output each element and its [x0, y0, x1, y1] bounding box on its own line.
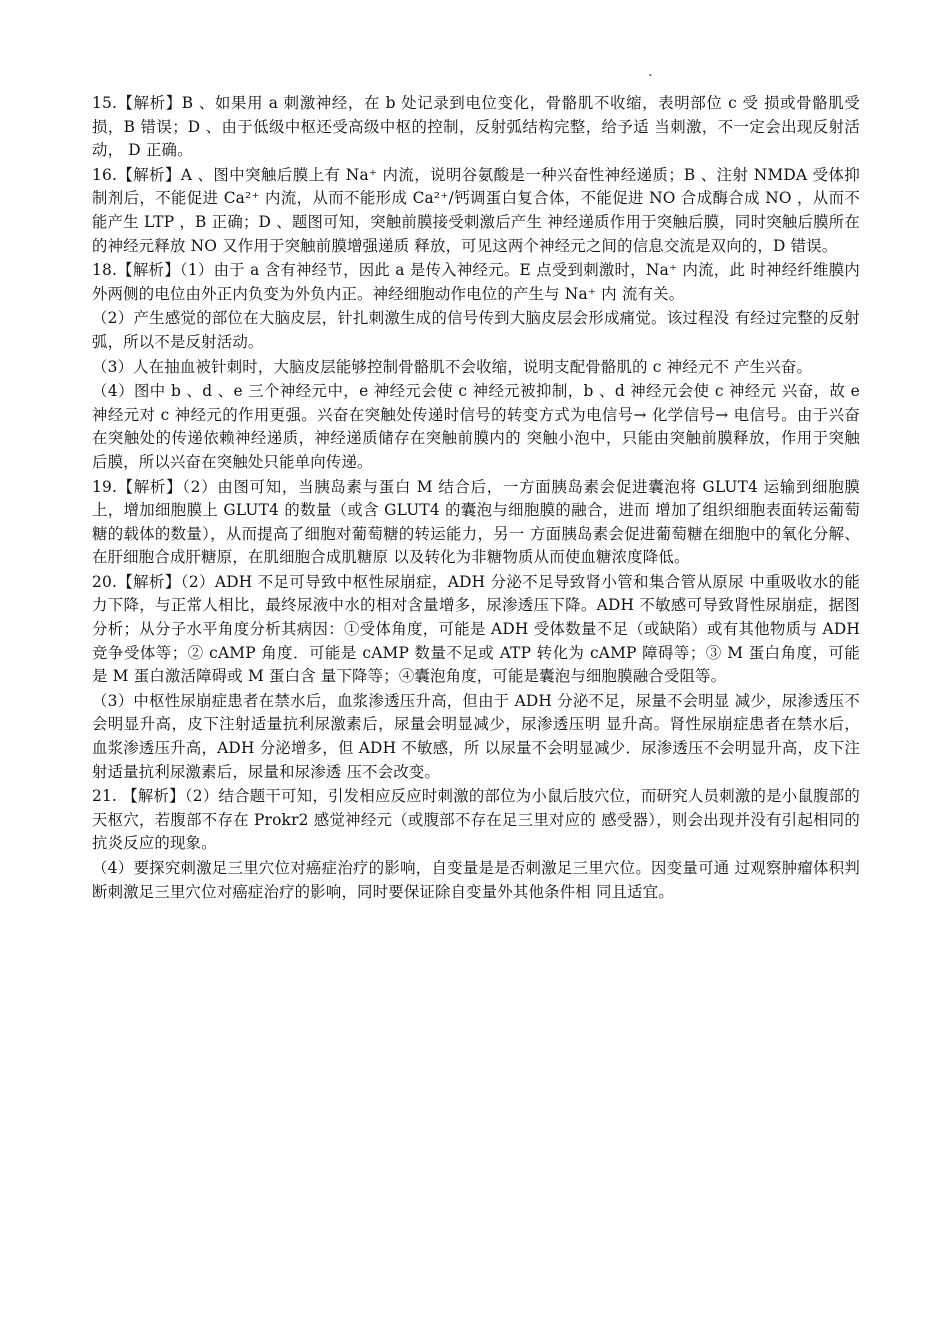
answer-18-part2: （2）产生感觉的部位在大脑皮层，针扎刺激生成的信号传到大脑皮层会形成痛觉。该过程没 有经过完整的反射弧，所以不是反射活动。 [92, 309, 860, 351]
answer-18-part3: （3）人在抽血被针刺时，大脑皮层能够控制骨骼肌不会收缩，说明支配骨骼肌的 c 神经元不 产生兴奋。 [92, 357, 813, 376]
answer-21-part4: （4）要探究刺激足三里穴位对癌症治疗的影响，自变量是是否刺激足三里穴位。因变量可通 过观察肿瘤体积判断刺激足三里穴位对癌症治疗的影响，同时要保证除自变量外其他条件相 同且适宜。 [92, 859, 860, 901]
answer-18-part1: 18.【解析】（1）由于 a 含有神经节，因此 a 是传入神经元。E 点受到刺激时，Na⁺ 内流，此 时神经纤维膜内外两侧的电位由外正内负变为外负内正。神经细胞动作电位的产生与 Na⁺ 内 流有关。 [92, 261, 860, 303]
answer-19: 19.【解析】（2）由图可知，当胰岛素与蛋白 M 结合后，一方面胰岛素会促进囊泡将 GLUT4 运输到细胞膜上，增加细胞膜上 GLUT4 的数量（或含 GLUT4 的囊泡与细胞膜的融合，进而 增加了组织细胞表面转运葡萄糖的载体的数量），从而提高了细胞对葡萄糖的转运能力，另一 方面胰岛素会促进葡萄糖在细胞中的氧化分解、在肝细胞合成肝糖原，在肌细胞合成肌糖原 以及转化为非糖物质从而使血糖浓度降低。 [92, 477, 860, 567]
answer-16: 16.【解析】A 、图中突触后膜上有 Na⁺ 内流，说明谷氨酸是一种兴奋性神经递质；B 、注射 NMDA 受体抑制剂后，不能促进 Ca²⁺ 内流，从而不能形成 Ca²⁺/钙调蛋白复合体，不能促进 NO 合成酶合成 NO ，从而不能产生 LTP ，B 正确；D 、题图可知，突触前膜接受刺激后产生 神经递质作用于突触后膜，同时突触后膜所在的神经元释放 NO 又作用于突触前膜增强递质 释放，可见这两个神经元之间的信息交流是双向的，D 错误。 [92, 165, 860, 255]
answer-explanations [92, 92, 860, 905]
answer-18-part4: （4）图中 b 、d 、e 三个神经元中，e 神经元会使 c 神经元被抑制，b 、d 神经元会使 c 神经元 兴奋，故 e 神经元对 c 神经元的作用更强。兴奋在突触处传递时信号的转变方式为电信号→ 化学信号→ 电信号。由于兴奋在突触处的传递依赖神经递质，神经递质储存在突触前膜内的 突触小泡中，只能由突触前膜释放，作用于突触后膜，所以兴奋在突触处只能单向传递。 [92, 382, 860, 471]
answer-20-part2: 20.【解析】（2）ADH 不足可导致中枢性尿崩症，ADH 分泌不足导致肾小管和集合管从原尿 中重吸收水的能力下降，与正常人相比，最终尿液中水的相对含量增多，尿渗透压下降。ADH 不敏感可导致肾性尿崩症，据图分析；从分子水平角度分析其病因：①受体角度，可能是 ADH 受体数量不足（或缺陷）或有其他物质与 ADH 竞争受体等；② cAMP 角度．可能是 cAMP 数量不足或 ATP 转化为 cAMP 障碍等；③ M 蛋白角度，可能是 M 蛋白激活障碍或 M 蛋白含 量下降等；④囊泡角度，可能是囊泡与细胞膜融合受阻等。 [92, 572, 860, 686]
header-mark: . [648, 64, 653, 80]
answer-21-part2: 21. 【解析】（2）结合题干可知，引发相应反应时刺激的部位为小鼠后肢穴位，而研究人员刺激的是小鼠腹部的天枢穴，若腹部不存在 Prokr2 感觉神经元（或腹部不存在足三里对应的 感受器），则会出现并没有引起相同的抗炎反应的现象。 [92, 787, 860, 853]
answer-15: 15.【解析】B 、如果用 a 刺激神经，在 b 处记录到电位变化，骨骼肌不收缩，表明部位 c 受 损或骨骼肌受损，B 错误；D 、由于低级中枢还受高级中枢的控制，反射弧结构完整，给予适 当刺激，不一定会出现反射活动， D 正确。 [92, 94, 860, 160]
answer-20-part3: （3）中枢性尿崩症患者在禁水后，血浆渗透压升高，但由于 ADH 分泌不足，尿量不会明显 减少，尿渗透压不会明显升高，皮下注射适量抗利尿激素后，尿量会明显减少，尿渗透压明 显升高。肾性尿崩症患者在禁水后，血浆渗透压升高，ADH 分泌增多，但 ADH 不敏感，所 以尿量不会明显减少．尿渗透压不会明显升高，皮下注射适量抗利尿激素后，尿量和尿渗透 压不会改变。 [92, 691, 860, 781]
